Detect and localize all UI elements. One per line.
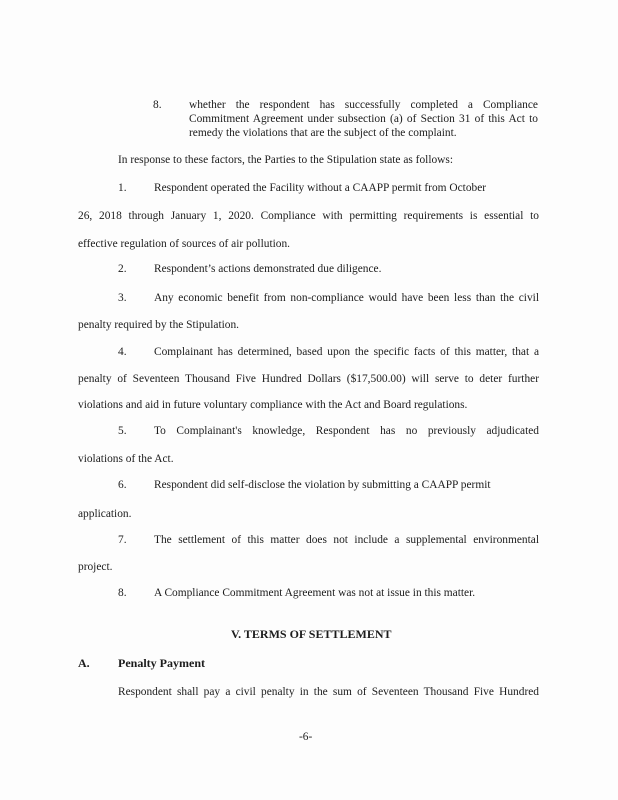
item-number: 7.: [118, 534, 127, 546]
subsection-title: Penalty Payment: [118, 656, 205, 670]
item-text-line: To Complainant's knowledge, Respondent has no previously adjudicated: [154, 425, 539, 437]
item-number: 3.: [118, 292, 127, 304]
item-text-line: Respondent did self-disclose the violation by submitting a CAAPP permit: [154, 479, 491, 491]
payment-paragraph-line: Respondent shall pay a civil penalty in the sum of Seventeen Thousand Five Hundred: [118, 686, 539, 698]
item-text-line: effective regulation of sources of air pollution.: [78, 238, 291, 250]
factor-text-line: whether the respondent has successfully completed a Compliance: [189, 99, 538, 111]
page-number: -6-: [299, 731, 313, 743]
intro-paragraph: In response to these factors, the Parties to the Stipulation state as follows:: [118, 154, 454, 166]
item-text-line: The settlement of this matter does not include a supplemental environmental: [154, 534, 539, 546]
item-text-line: violations and aid in future voluntary compliance with the Act and Board regulations.: [78, 399, 468, 411]
item-text-line: violations of the Act.: [78, 453, 174, 465]
item-text-line: Complainant has determined, based upon the specific facts of this matter, that a: [154, 346, 539, 358]
item-number: 6.: [118, 479, 127, 491]
section-heading: V. TERMS OF SETTLEMENT: [231, 627, 392, 641]
factor-text-line: remedy the violations that are the subject of the complaint.: [189, 127, 457, 139]
item-text-line: penalty required by the Stipulation.: [78, 319, 240, 331]
item-text-line: project.: [78, 561, 113, 573]
item-text-line: Any economic benefit from non-compliance would have been less than the civil: [154, 292, 539, 304]
item-number: 5.: [118, 425, 127, 437]
item-text-line: Respondent operated the Facility without a CAAPP permit from October: [154, 182, 487, 194]
item-number: 8.: [118, 587, 127, 599]
item-text-line: 26, 2018 through January 1, 2020. Compliance with permitting requirements is essential to: [78, 210, 539, 222]
item-text-line: A Compliance Commitment Agreement was not at issue in this matter.: [154, 587, 476, 599]
item-number: 2.: [118, 263, 127, 275]
item-number: 1.: [118, 182, 127, 194]
item-text-line: application.: [78, 508, 132, 520]
factor-text-line: Commitment Agreement under subsection (a) of Section 31 of this Act to: [189, 113, 538, 125]
subsection-letter: A.: [78, 656, 90, 670]
item-number: 4.: [118, 346, 127, 358]
item-text-line: penalty of Seventeen Thousand Five Hundred Dollars ($17,500.00) will serve to deter further: [78, 373, 539, 385]
item-text-line: Respondent’s actions demonstrated due diligence.: [154, 263, 382, 275]
factor-number: 8.: [153, 99, 162, 111]
